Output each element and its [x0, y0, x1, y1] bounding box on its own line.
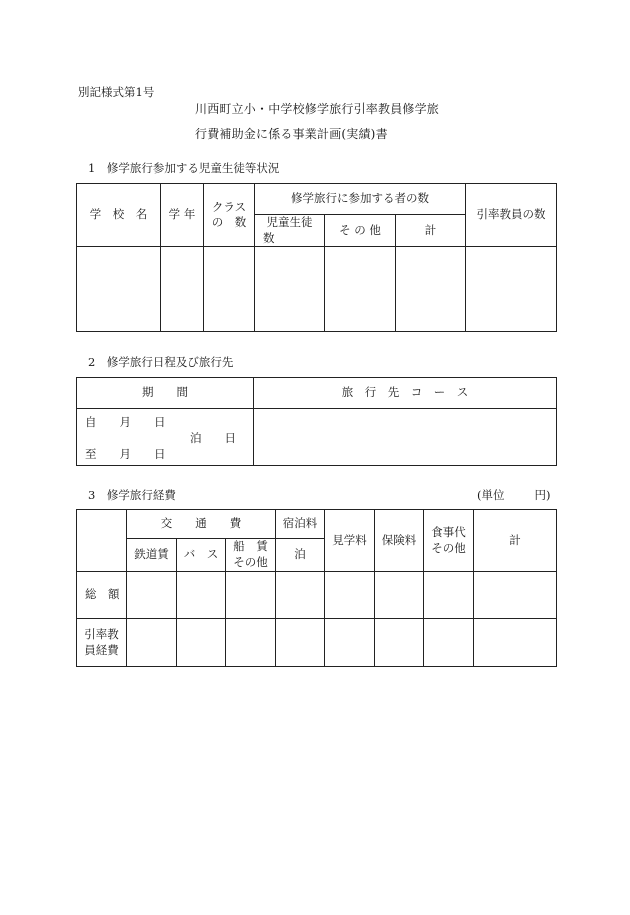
input-total-insurance[interactable]	[375, 572, 424, 619]
input-teacher-meals[interactable]	[424, 619, 474, 667]
document-title-line1: 川西町立小・中学校修学旅行引率教員修学旅	[195, 102, 440, 116]
unit-label: (単位 円)	[477, 488, 551, 502]
input-teacher-count[interactable]	[466, 247, 557, 332]
header-teacher-count: 引率教員の数	[466, 184, 557, 247]
input-other-count[interactable]	[325, 247, 396, 332]
itinerary-table	[76, 377, 557, 466]
row-label-teacher-expense	[77, 619, 127, 667]
input-total-ship[interactable]	[226, 572, 276, 619]
period-from-label: 自 月 日	[85, 415, 166, 429]
subheader-lodging-nights: 泊	[276, 539, 325, 572]
input-teacher-bus[interactable]	[177, 619, 226, 667]
input-school-name[interactable]	[77, 247, 161, 332]
period-nights-label: 泊 日	[190, 431, 236, 445]
input-class-count[interactable]	[204, 247, 255, 332]
row-label-total: 総 額	[77, 572, 127, 619]
subheader-total: 計	[396, 215, 466, 247]
input-teacher-insurance[interactable]	[375, 619, 424, 667]
input-course[interactable]	[254, 409, 557, 466]
row-label-teacher-line2: 員経費	[84, 642, 119, 657]
subheader-students	[255, 215, 325, 247]
header-grade: 学 年	[161, 184, 204, 247]
input-total-lodging[interactable]	[276, 572, 325, 619]
input-teacher-lodging[interactable]	[276, 619, 325, 667]
input-participant-total[interactable]	[396, 247, 466, 332]
section3-heading: 3 修学旅行経費	[88, 488, 176, 502]
input-total-rail[interactable]	[127, 572, 177, 619]
subheader-students-line1: 児童生徒	[266, 215, 313, 229]
subheader-students-line2: 数	[263, 230, 275, 245]
header-meals-line2: その他	[431, 540, 466, 555]
header-course: 旅 行 先 コ ー ス	[254, 378, 557, 409]
participants-table	[76, 183, 557, 332]
input-total-admission[interactable]	[325, 572, 375, 619]
period-to-label: 至 月 日	[85, 447, 166, 461]
document-title-line2: 行費補助金に係る事業計画(実績)書	[195, 127, 388, 141]
subheader-other: そ の 他	[325, 215, 396, 247]
form-number: 別記様式第1号	[78, 85, 155, 99]
input-teacher-ship[interactable]	[226, 619, 276, 667]
input-total-bus[interactable]	[177, 572, 226, 619]
section1-heading: 1 修学旅行参加する児童生徒等状況	[88, 161, 280, 175]
header-expense-total: 計	[474, 510, 557, 572]
input-teacher-rail[interactable]	[127, 619, 177, 667]
header-transport: 交 通 費	[127, 510, 276, 539]
input-total-sum[interactable]	[474, 572, 557, 619]
header-insurance: 保険料	[375, 510, 424, 572]
expenses-table	[76, 509, 557, 667]
input-total-meals[interactable]	[424, 572, 474, 619]
header-blank	[77, 510, 127, 572]
header-lodging: 宿泊料	[276, 510, 325, 539]
input-teacher-admission[interactable]	[325, 619, 375, 667]
subheader-rail: 鉄道賃	[127, 539, 177, 572]
header-admission: 見学料	[325, 510, 375, 572]
header-meals	[424, 510, 474, 572]
row-label-teacher-line1: 引率教	[84, 626, 119, 641]
header-class-count-line2: の 数	[211, 215, 247, 230]
header-period: 期 間	[77, 378, 254, 409]
input-teacher-sum[interactable]	[474, 619, 557, 667]
section2-heading: 2 修学旅行日程及び旅行先	[88, 355, 234, 369]
header-meals-line1: 食事代	[431, 524, 466, 539]
subheader-ship-line1: 船 賃	[233, 539, 268, 554]
subheader-bus: バ ス	[177, 539, 226, 572]
input-student-count[interactable]	[255, 247, 325, 332]
input-grade[interactable]	[161, 247, 204, 332]
subheader-ship-other	[226, 539, 276, 572]
header-participants: 修学旅行に参加する者の数	[255, 184, 466, 215]
header-school-name: 学 校 名	[77, 184, 161, 247]
subheader-ship-line2: その他	[233, 555, 268, 569]
header-class-count	[204, 184, 255, 247]
input-period[interactable]	[77, 409, 254, 466]
header-class-count-line1: クラス	[211, 199, 247, 214]
